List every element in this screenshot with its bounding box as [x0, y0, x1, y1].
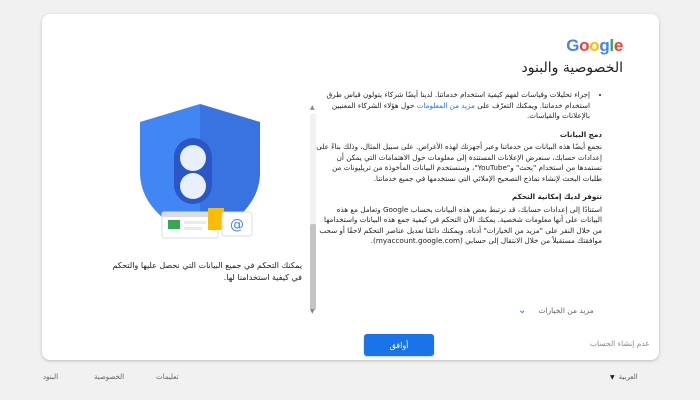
more-options-toggle[interactable] — [518, 305, 594, 316]
language-label: العربية — [618, 373, 638, 381]
cancel-button[interactable]: عدم إنشاء الحساب — [590, 339, 650, 348]
illustration-caption: يمكنك التحكم في جميع البيانات التي نحصل عليها والتحكم في كيفية استخدامنا لها. — [112, 261, 302, 282]
section-body: نجمع أيضًا هذه البيانات من خدماتنا وعبر أجهزتك لهذه الأغراض. على سبيل المثال، وذلك بناءً على إعدادات حسابك، سنعرض الإعلانات المستندة إلى معلومات حول الاهتمامات التي يمكن أن نستمدها من استخدام "بحث" و"YouTube"، وسنستخدم البيانات المأخوذة من تريليونات من طلبات البحث لإنشاء نماذج التصحيح الإملائي التي نستخدمها في جميع خدماتنا. — [316, 142, 602, 183]
agree-button[interactable]: أوافق — [364, 334, 434, 356]
bullet-text-end: حول هؤلاء الشركاء المعنيين بالإعلانات والقياسات. — [331, 100, 590, 120]
logo-letter: G — [566, 36, 580, 55]
logo-letter: l — [609, 36, 614, 55]
scroll-up-arrow[interactable]: ▲ — [310, 104, 315, 111]
logo-letter: o — [589, 36, 600, 55]
section-body: استنادًا إلى إعدادات حسابك، قد نرتبط بعض هذه البيانات بحساب Google وتعامل مع هذه البيانات على أنها معلومات شخصية. يمكنك الآن التحكم في كيفية جمع هذه البيانات واستخدامها من خلال النقر على "مزيد من الخيارات" أدناه. ويمكنك دائمًا تعديل عناصر التحكم لاحقًا أو سحب موافقتك مستقبلاً من خلال الانتقال إلى حسابي (myaccount.google.com). — [319, 204, 602, 245]
scroll-down-arrow[interactable]: ▼ — [310, 308, 315, 315]
language-selector[interactable] — [610, 373, 638, 381]
logo-letter: o — [579, 36, 590, 55]
section-title: تتوفر لديك إمكانية التحكم — [512, 192, 602, 201]
terms-bullet-list — [314, 90, 602, 122]
footer-terms-link[interactable]: البنود — [43, 373, 59, 381]
logo-letter: e — [613, 36, 623, 55]
caret-down-icon: ▼ — [610, 373, 615, 381]
privacy-illustration — [122, 100, 282, 240]
signup-card — [42, 14, 659, 360]
footer-help-link[interactable]: تعليمات — [156, 373, 179, 381]
footer-privacy-link[interactable]: الخصوصية — [94, 373, 125, 381]
chevron-down-icon: ⌄ — [518, 305, 527, 316]
page-title: الخصوصية والبنود — [521, 60, 623, 76]
section-title: دمج البيانات — [559, 129, 602, 139]
terms-scroll-area[interactable] — [308, 90, 608, 308]
svg-text:@: @ — [230, 217, 244, 233]
learn-more-link[interactable]: مزيد من المعلومات — [416, 100, 475, 110]
bullet-text: إجراء تحليلات وقياسات لفهم كيفية استخدام خدماتنا. لدينا أيضًا شركاء يتولون قياس طرق استخدام خدماتنا. ويمكنك التعرّف على — [326, 90, 590, 110]
more-options-label: مزيد من الخيارات — [538, 306, 594, 315]
list-item — [314, 90, 590, 122]
google-logo — [566, 36, 623, 56]
logo-letter: g — [599, 36, 610, 55]
